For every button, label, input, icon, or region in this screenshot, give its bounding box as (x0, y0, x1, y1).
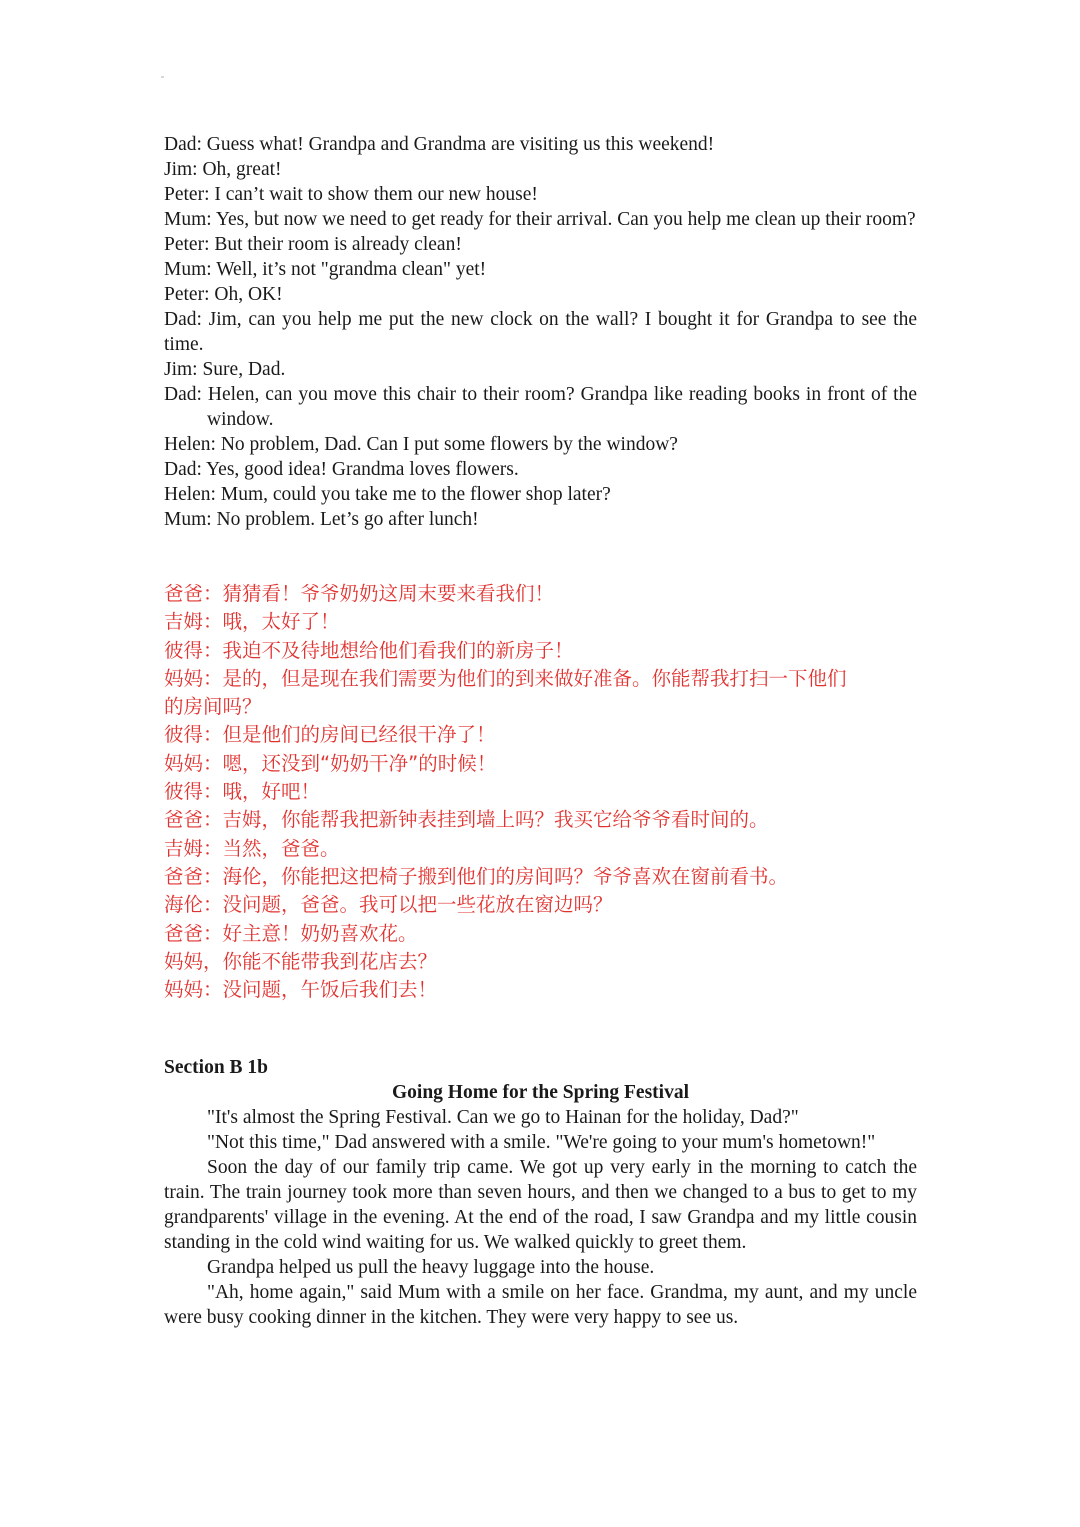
section-label: Section B 1b (164, 1057, 269, 1078)
translation-line: 吉姆：当然，爸爸。 (164, 836, 340, 860)
translation-line: 吉姆：哦，太好了！ (164, 610, 340, 634)
translation-line: 海伦：没问题，爸爸。我可以把一些花放在窗边吗？ (164, 893, 613, 917)
translation-line: 彼得：哦，好吧！ (164, 780, 321, 804)
translation-line: 妈妈，你能不能带我到花店去？ (164, 949, 438, 973)
dialogue-line: Peter: Oh, OK! (164, 284, 283, 305)
reading-paragraph: "Not this time," Dad answered with a smile. "We're going to your mum's hometown!" (207, 1132, 876, 1153)
translation-line: 爸爸：猜猜看！爷爷奶奶这周末要来看我们！ (164, 582, 555, 605)
reading-paragraph: Soon the day of our family trip came. We got up very early in the morning to catch the train. The train journey took more than seven hours, and then we changed to a bus to get to my grandparents' village in the evening. At the end of the road, I saw Grandpa and my little cousin standing in the cold wind waiting for us. We walked quickly to greet them. (164, 1157, 917, 1253)
dialogue-line: Dad: Guess what! Grandpa and Grandma are visiting us this weekend! (164, 134, 715, 155)
reading-paragraph: Grandpa helped us pull the heavy luggage into the house. (207, 1257, 655, 1278)
reading-paragraph: "It's almost the Spring Festival. Can we go to Hainan for the holiday, Dad?" (207, 1107, 799, 1128)
translation-line: 妈妈：嗯，还没到“奶奶干净”的时候！ (164, 751, 497, 775)
section-b (164, 1055, 917, 1330)
translation-line: 彼得：但是他们的房间已经很干净了！ (164, 723, 496, 747)
reading-paragraph: "Ah, home again," said Mum with a smile on her face. Grandma, my aunt, and my uncle were busy cooking dinner in the kitchen. They were very happy to see us. (164, 1282, 917, 1328)
translation-line: 的房间吗？ (164, 695, 262, 719)
reading-title: Going Home for the Spring Festival (391, 1082, 689, 1103)
dialogue-line: Dad: Yes, good idea! Grandma loves flowers. (164, 459, 519, 480)
translation-line: 爸爸：吉姆，你能帮我把新钟表挂到墙上吗？我买它给爷爷看时间的。 (164, 808, 769, 832)
dialogue-line: Helen: Mum, could you take me to the flower shop later? (164, 484, 611, 505)
translation-line: 爸爸：海伦，你能把这把椅子搬到他们的房间吗？爷爷喜欢在窗前看书。 (164, 864, 789, 888)
translation-line: 妈妈：是的，但是现在我们需要为他们的到来做好准备。你能帮我打扫一下他们 (164, 666, 847, 690)
dialogue-line: Jim: Sure, Dad. (164, 359, 286, 380)
translation-line: 爸爸：好主意！奶奶喜欢花。 (164, 921, 418, 945)
dialogue-line: Dad: Helen, can you move this chair to their room? Grandpa like reading books in front of the window. (164, 384, 917, 430)
dialogue-line: Mum: Yes, but now we need to get ready for their arrival. Can you help me clean up their room? (164, 209, 916, 230)
english-dialogue (164, 132, 917, 532)
chinese-translation (164, 580, 917, 1004)
dialogue-line: Mum: Well, it’s not "grandma clean" yet! (164, 259, 487, 280)
translation-line: 彼得：我迫不及待地想给他们看我们的新房子！ (164, 638, 574, 662)
dialogue-line: Helen: No problem, Dad. Can I put some flowers by the window? (164, 434, 678, 455)
dialogue-line: Jim: Oh, great! (164, 159, 282, 180)
dialogue-line: Peter: I can’t wait to show them our new house! (164, 184, 538, 205)
translation-line: 妈妈：没问题，午饭后我们去！ (164, 978, 438, 1002)
dialogue-line: Mum: No problem. Let’s go after lunch! (164, 509, 479, 530)
dialogue-line: Peter: But their room is already clean! (164, 234, 462, 255)
scan-mark (161, 76, 164, 78)
dialogue-line: Dad: Jim, can you help me put the new clock on the wall? I bought it for Grandpa to see the time. (164, 309, 917, 355)
